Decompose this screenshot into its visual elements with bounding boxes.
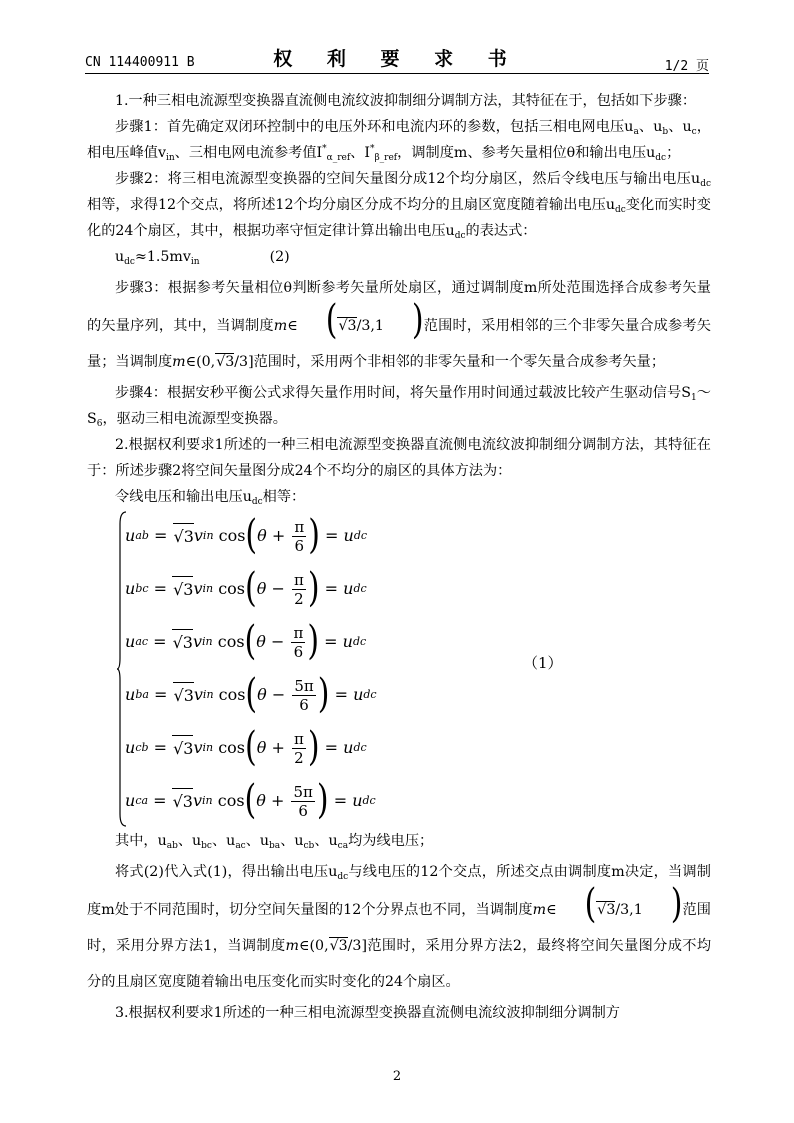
- claim-1-step-1: 步骤1：首先确定双闭环控制中的电压外环和电流内环的参数，包括三相电网电压$u_a$、$u_b$、$u_c$，相电压峰值$v_{in}$、三相电网电流参考值$I^*_{\alpha\_ref}$、$I^*_{\beta\_ref}$，调制度m、参考矢量相位θ和输出电压$u_{dc}$；: [87, 119, 711, 163]
- claim-3-intro: 3.根据权利要求1所述的一种三相电流源型变换器直流侧电流纹波抑制细分调制方: [115, 1005, 620, 1021]
- claim-1-step-4: 步骤4：根据安秒平衡公式求得矢量作用时间，将矢量作用时间通过载波比较产生驱动信号$S_1\sim S_6$，驱动三相电流源型变换器。: [87, 385, 711, 429]
- claim-2-line: 令线电压和输出电压$u_{dc}$相等：: [115, 489, 306, 507]
- equation-row: u ac = √3 v in cos ( θ − $\frac{\pi}{6}$ ) = u dc: [125, 617, 367, 665]
- header-rule: [85, 73, 709, 74]
- page-header: [85, 44, 709, 74]
- equation-row: u bc = √3 v in cos ( θ − $\frac{\pi}{2}$ ) = u dc: [125, 564, 367, 612]
- claim-1-step-3: 步骤3：根据参考矢量相位θ判断参考矢量所处扇区，通过调制度m所处范围选择合成参考矢量的矢量序列，其中，当调制度m∈ (√3/3,1 )范围时，采用相邻的三个非零矢量合成参考矢量；当调制度m∈(0,√3/3]范围时，采用两个非相邻的非零矢量和一个零矢量合成参考矢量；: [87, 280, 711, 370]
- claim-2-where: 其中，$u_{ab}$、$u_{bc}$、$u_{ac}$、$u_{ba}$、$u_{cb}$、$u_{ca}$均为线电压；: [115, 833, 434, 851]
- equation-row: u ba = √3 v in cos ( θ − $\frac{5\pi}{6}$ ) = u dc: [125, 670, 377, 718]
- equation-row: u cb = √3 v in cos ( θ + $\frac{\pi}{2}$ ) = u dc: [125, 723, 367, 771]
- claim-2-intro: 2.根据权利要求1所述的一种三相电流源型变换器直流侧电流纹波抑制细分调制方法，其特征在于：所述步骤2将空间矢量图分成24个不均分的扇区的具体方法为：: [87, 437, 711, 479]
- equation-row: u ca = √3 v in cos ( θ + $\frac{5\pi}{6}$ ) = u dc: [125, 776, 376, 824]
- page-count: 1/2 页: [664, 59, 709, 74]
- equation-system-1: [117, 510, 711, 828]
- claim-1-intro: 1.一种三相电流源型变换器直流侧电流纹波抑制细分调制方法，其特征在于，包括如下步骤：: [115, 93, 697, 109]
- equation-row: u ab = √3 v in cos ( θ + $\frac{\pi}{6}$ ) = u dc: [125, 511, 368, 559]
- page-number: 2: [392, 1069, 402, 1084]
- page-title: 权 利 要 求 书: [273, 48, 521, 70]
- equation-number: （1）: [523, 654, 563, 672]
- formula-2: $u_{dc}\approx 1.5mv_{in}$ (2): [115, 249, 290, 267]
- claim-2-substitution: 将式(2)代入式(1)，得出输出电压$u_{dc}$与线电压的12个交点，所述交点由调制度m决定，当调制度m处于不同范围时，切分空间矢量图的12个分界点也不同，当调制度m∈ (√3/3,1 )范围时，采用分界方法1，当调制度m∈(0,√3/3]范围时，采用分界方法2，最终将空间矢量图分成不均分的且扇区宽度随着输出电压变化而实时变化的24个扇区。: [87, 864, 712, 990]
- patent-number: CN 114400911 B: [85, 55, 195, 70]
- claims-body: [87, 88, 711, 1026]
- claim-1-step-2: 步骤2：将三相电流源型变换器的空间矢量图分成12个均分扇区，然后令线电压与输出电压$u_{dc}$相等，求得12个交点，将所述12个均分扇区分成不均分的且扇区宽度随着输出电压$u_{dc}$变化而实时变化的24个扇区，其中，根据功率守恒定律计算出输出电压$u_{dc}$的表达式：: [87, 171, 711, 241]
